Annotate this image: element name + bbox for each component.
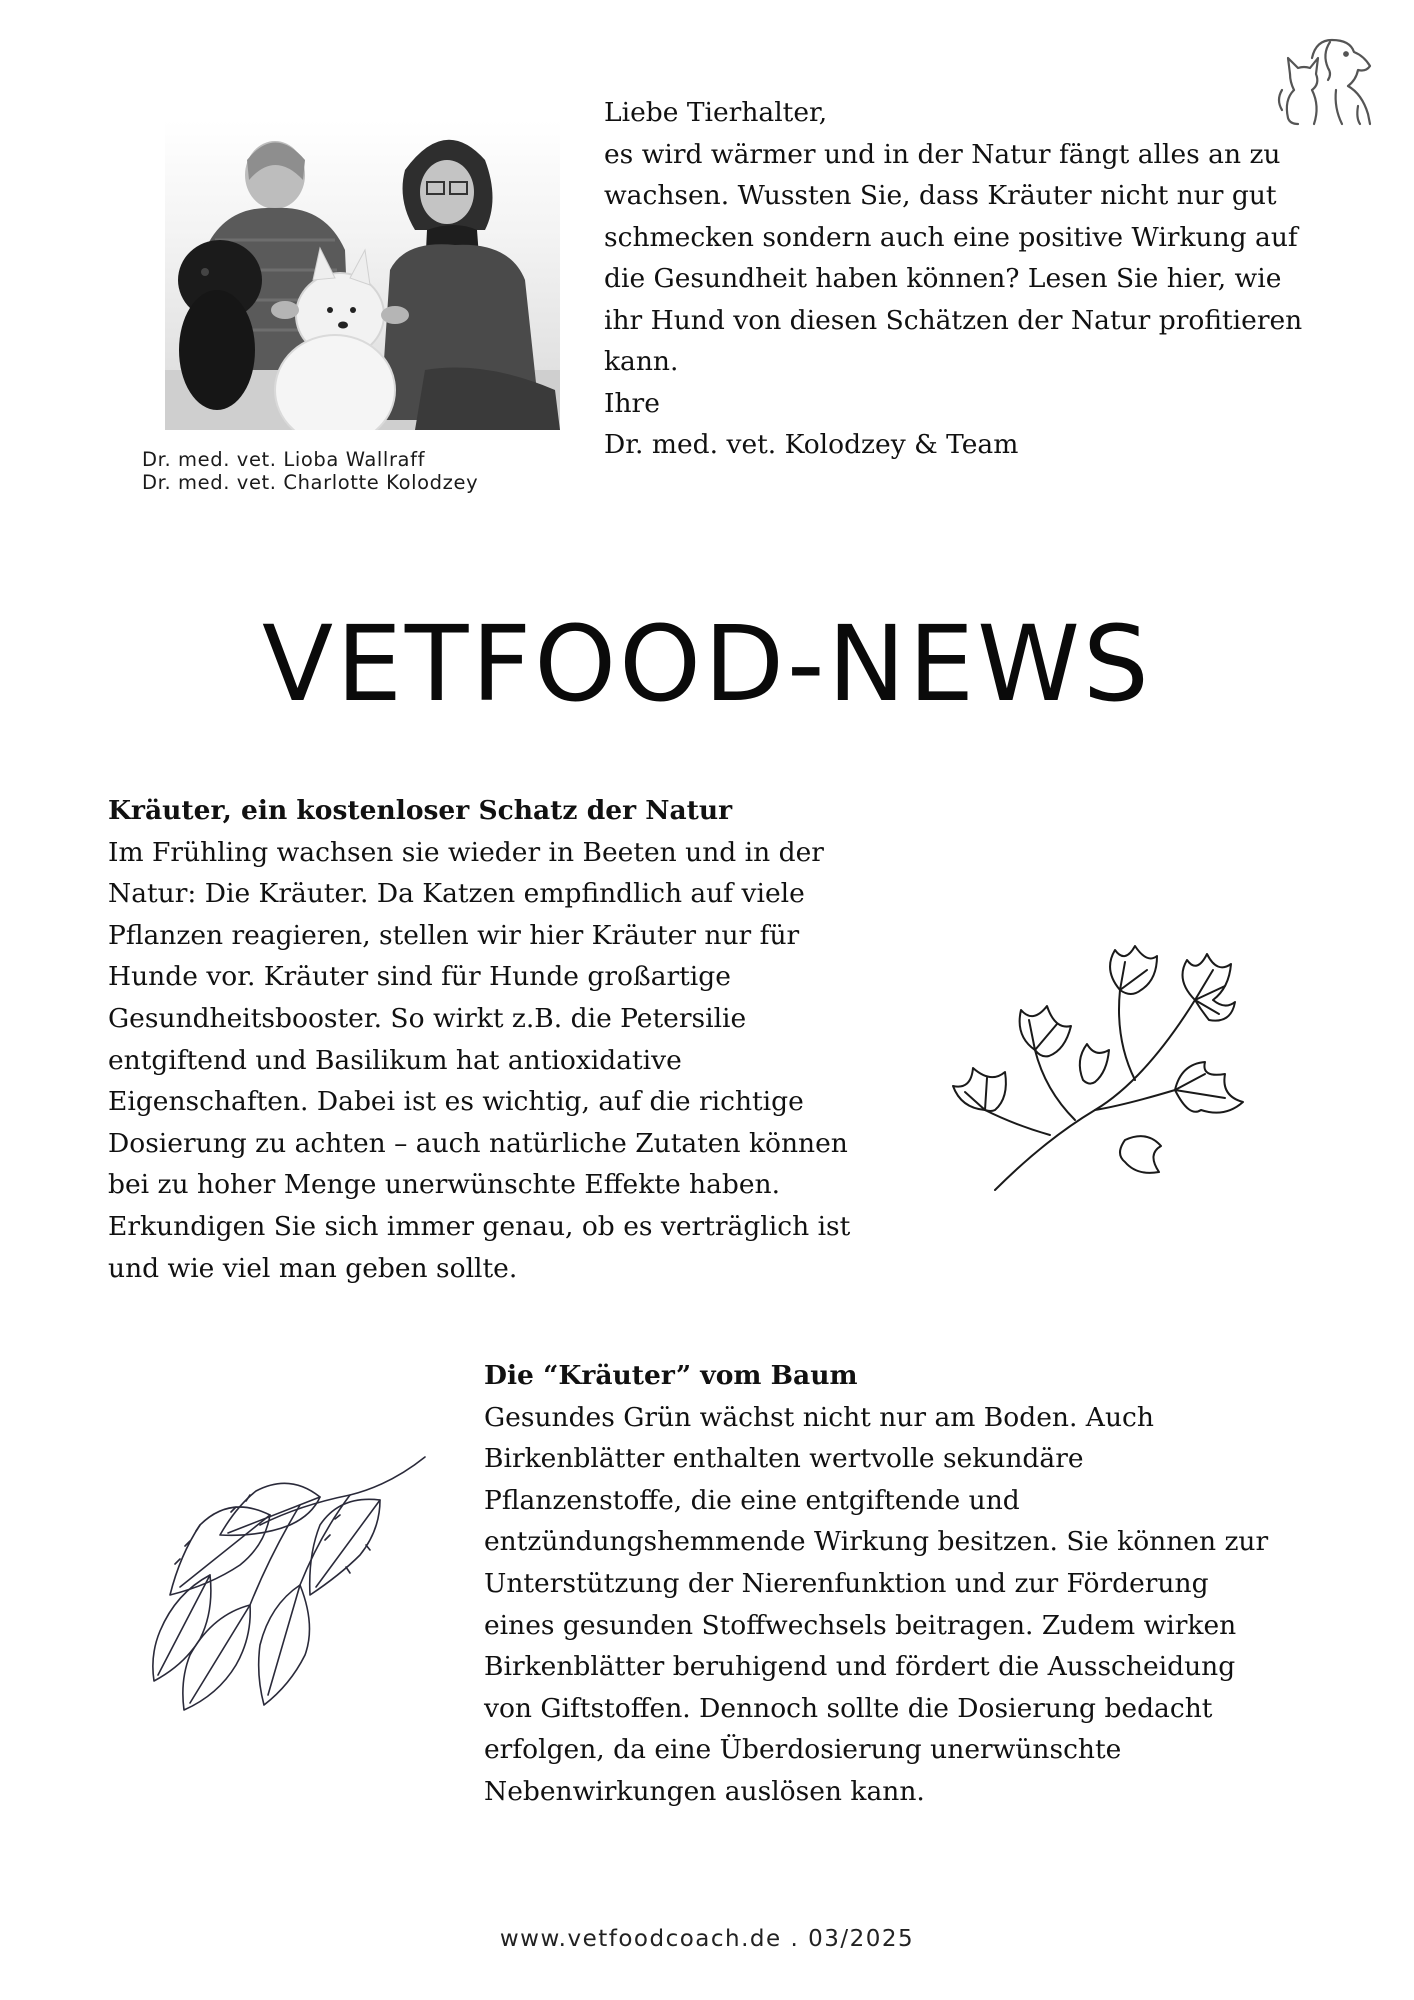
letter-line: die Gesundheit haben können? Lesen Sie hier, wie [604,263,1282,294]
letter-line: Liebe Tierhalter, [604,97,828,128]
parsley-illustration [925,940,1255,1200]
article-herbs-line: Eigenschaften. Dabei ist es wichtig, auf die richtige [108,1086,804,1118]
article-herbs-body [108,832,928,1290]
article-birch-line: Birkenblätter beruhigend und fördert die Ausscheidung [484,1651,1236,1683]
greeting-letter [604,92,1324,466]
article-birch-line: eines gesunden Stoffwechsels beitragen. Zudem wirken [484,1609,1237,1641]
page-title: VETFOOD-NEWS [262,603,1152,725]
article-birch-line: von Giftstoffen. Dennoch sollte die Dosierung bedacht [484,1692,1213,1724]
article-birch [484,1355,1364,1813]
caption-line-2: Dr. med. vet. Charlotte Kolodzey [142,471,479,494]
letter-line: schmecken sondern auch eine positive Wirkung auf [604,221,1298,253]
article-birch-line: Gesundes Grün wächst nicht nur am Boden. Auch [484,1401,1154,1433]
letter-line: kann. [604,346,679,377]
article-birch-line: Unterstützung der Nierenfunktion und zur Förderung [484,1567,1209,1599]
article-birch-title: Die “Kräuter” vom Baum [484,1360,858,1391]
article-herbs-line: Dosierung zu achten – auch natürliche Zutaten können [108,1127,848,1159]
article-birch-line: Birkenblätter enthalten wertvolle sekundäre [484,1443,1084,1475]
letter-line: wachsen. Wussten Sie, dass Kräuter nicht nur gut [604,180,1277,211]
caption-line-1: Dr. med. vet. Lioba Wallraff [142,448,426,471]
article-herbs-line: Im Frühling wachsen sie wieder in Beeten und in der [108,836,824,868]
article-herbs-line: Natur: Die Kräuter. Da Katzen empfindlich auf viele [108,878,805,910]
letter-line: Ihre [604,387,660,419]
article-herbs-title: Kräuter, ein kostenloser Schatz der Natur [108,795,733,826]
article-birch-line: erfolgen, da eine Überdosierung unerwünschte [484,1734,1122,1766]
article-herbs-line: Erkundigen Sie sich immer genau, ob es verträglich ist [108,1210,851,1242]
article-herbs-line: Gesundheitsbooster. So wirkt z.B. die Petersilie [108,1002,747,1034]
article-birch-body [484,1397,1364,1813]
article-herbs-line: entgiftend und Basilikum hat antioxidative [108,1044,682,1076]
article-herbs-line: bei zu hoher Menge unerwünschte Effekte haben. [108,1169,781,1201]
birch-leaves-illustration [140,1455,430,1725]
article-birch-line: Nebenwirkungen auslösen kann. [484,1775,925,1807]
article-herbs-line: Hunde vor. Kräuter sind für Hunde großartige [108,961,731,993]
letter-line: Dr. med. vet. Kolodzey & Team [604,429,1019,460]
article-herbs-line: und wie viel man geben sollte. [108,1252,518,1284]
photo-caption [142,448,478,494]
letter-line: ihr Hund von diesen Schätzen der Natur profitieren [604,304,1303,336]
letter-line: es wird wärmer und in der Natur fängt alles an zu [604,138,1281,170]
article-herbs [108,790,928,1289]
article-birch-line: entzündungshemmende Wirkung besitzen. Sie können zur [484,1526,1269,1558]
article-herbs-line: Pflanzen reagieren, stellen wir hier Kräuter nur für [108,919,800,951]
article-birch-line: Pflanzenstoffe, die eine entgiftende und [484,1484,1020,1516]
footer-url-date: www.vetfoodcoach.de . 03/2025 [499,1926,915,1952]
vets-photo [165,120,560,430]
